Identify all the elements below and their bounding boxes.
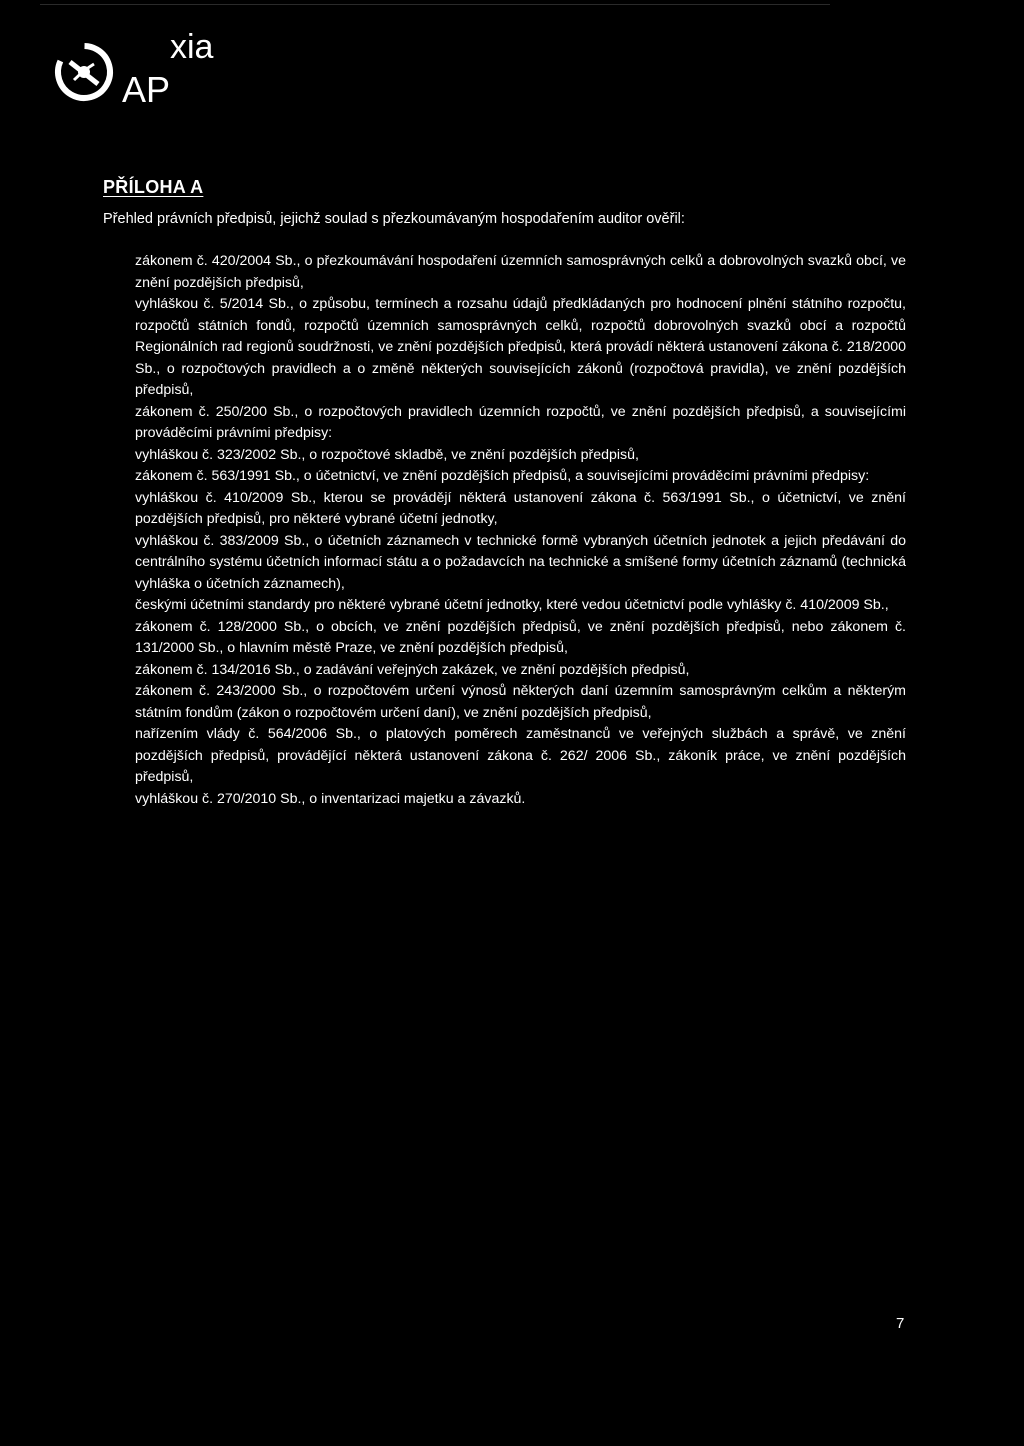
page-number: 7: [896, 1315, 905, 1332]
legal-regulations-list: [135, 251, 906, 810]
list-item: zákonem č. 128/2000 Sb., o obcích, ve znění pozdějších předpisů, ve znění pozdějších předpisů, nebo zákonem č. 131/2000 Sb., o hlavním městě Praze, ve znění pozdějších předpisů,: [135, 618, 906, 656]
list-item: zákonem č. 250/200 Sb., o rozpočtových pravidlech územních rozpočtů, ve znění pozdějších předpisů, a souvisejícími prováděcími právními předpisy:: [135, 403, 906, 441]
logo-superscript: xia: [170, 28, 214, 66]
list-item: zákonem č. 563/1991 Sb., o účetnictví, ve znění pozdějších předpisů, a souvisejícími prováděcími právními předpisy:: [135, 468, 870, 484]
list-item: vyhláškou č. 5/2014 Sb., o způsobu, termínech a rozsahu údajů předkládaných pro hodnocení plnění státního rozpočtu, rozpočtů státních fondů, rozpočtů územních samosprávných celků, rozpočtů dobrovolných svazků obcí a rozpočtů Regionálních rad regionů soudržnosti, ve znění pozdějších předpisů, která provádí některá ustanovení zákona č. 218/2000 Sb., o rozpočtových pravidlech a o změně některých souvisejících zákonů (rozpočtová pravidla), ve znění pozdějších předpisů,: [135, 296, 906, 398]
appendix-heading: PŘÍLOHA A: [103, 177, 204, 197]
list-item: nařízením vlády č. 564/2006 Sb., o platových poměrech zaměstnanců ve veřejných službách a správě, ve znění pozdějších předpisů, provádějící některá ustanovení zákona č. 262/ 2006 Sb., zákoník práce, ve znění pozdějších předpisů,: [135, 726, 906, 785]
list-item: vyhláškou č. 383/2009 Sb., o účetních záznamech v technické formě vybraných účetních jednotek a jejich předávání do centrálního systému účetních informací státu a o požadavcích na technické a smíšené formy účetních záznamů (technická vyhláška o účetních záznamech),: [135, 532, 906, 592]
list-item: zákonem č. 243/2000 Sb., o rozpočtovém určení výnosů některých daní územním samosprávným celkům a některým státním fondům (zákon o rozpočtovém určení daní), ve znění pozdějších předpisů,: [135, 683, 906, 721]
list-item: zákonem č. 134/2016 Sb., o zadávání veřejných zakázek, ve znění pozdějších předpisů,: [135, 661, 690, 678]
list-item: zákonem č. 420/2004 Sb., o přezkoumávání hospodaření územních samosprávných celků a dobrovolných svazků obcí, ve znění pozdějších předpisů,: [135, 253, 906, 291]
list-item: českými účetními standardy pro některé vybrané účetní jednotky, které vedou účetnictví podle vyhlášky č. 410/2009 Sb.,: [135, 597, 889, 613]
logo-emblem-icon: [52, 40, 116, 104]
top-rule: [40, 4, 830, 5]
logo: [52, 30, 242, 110]
list-item: vyhláškou č. 323/2002 Sb., o rozpočtové skladbě, ve znění pozdějších předpisů,: [135, 446, 639, 463]
intro-text: Přehled právních předpisů, jejichž soulad s přezkoumávaným hospodařením auditor ověřil:: [103, 211, 685, 227]
logo-text: AP: [122, 69, 171, 110]
list-item: vyhláškou č. 410/2009 Sb., kterou se provádějí některá ustanovení zákona č. 563/1991 Sb., o účetnictví, ve znění pozdějších předpisů, pro některé vybrané účetní jednotky,: [135, 489, 906, 527]
list-item: vyhláškou č. 270/2010 Sb., o inventarizaci majetku a závazků.: [135, 790, 526, 807]
